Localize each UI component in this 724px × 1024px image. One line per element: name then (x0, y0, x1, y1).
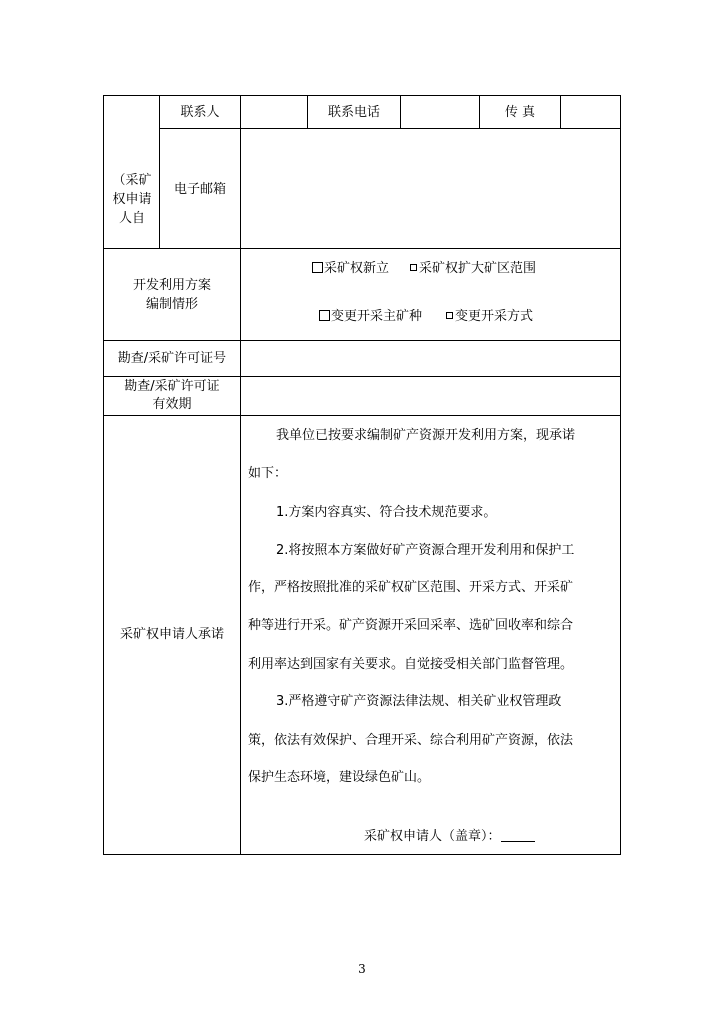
commitment-line-1: 我单位已按要求编制矿产资源开发利用方案，现承诺 (276, 428, 576, 443)
commitment-line-5: 作，严格按照批准的采矿权矿区范围、开采方式、开采矿 (248, 580, 574, 595)
commitment-line-2: 如下： (248, 466, 288, 481)
table-bottom-border (103, 854, 621, 855)
signature-label: 采矿权申请人（盖章）： (364, 829, 501, 844)
license-no-row-bottom-border (103, 376, 621, 377)
contact-row-bottom-border (159, 128, 621, 129)
checkbox-change-mineral[interactable] (319, 310, 330, 321)
signature-blank[interactable] (501, 829, 535, 842)
commitment-line-3: 1.方案内容真实、符合技术规范要求。 (276, 505, 497, 520)
table-right-border (620, 95, 621, 855)
page-number: 3 (358, 962, 366, 976)
option-change-method[interactable]: 变更开采方式 (446, 309, 533, 325)
signature-line (364, 829, 535, 845)
commitment-line-7: 利用率达到国家有关要求。自觉接受相关部门监督管理。 (248, 657, 574, 672)
commitment-line-8: 3.严格遵守矿产资源法律法规、相关矿业权管理政 (276, 694, 562, 709)
table-left-border (103, 95, 104, 855)
phone-label-divider (400, 95, 401, 129)
commitment-line-9: 策，依法有效保护、合理开采、综合利用矿产资源，依法 (248, 733, 574, 748)
commitment-line-6: 种等进行开采。矿产资源开采回采率、选矿回收率和综合 (248, 618, 574, 633)
checkbox-new-mining-right[interactable] (312, 262, 323, 273)
license-no-label: 勘查/采矿许可证号 (117, 351, 227, 366)
option-expand-area[interactable]: 采矿权扩大矿区范围 (410, 261, 536, 277)
checkbox-expand-area[interactable] (410, 264, 417, 271)
checkbox-change-method[interactable] (446, 312, 453, 319)
table-top-border (103, 95, 621, 96)
email-row-bottom-border (103, 248, 621, 249)
contact-person-label: 联系人 (180, 105, 220, 120)
phone-label: 联系电话 (327, 105, 380, 120)
applicant-side-label: （采矿权申请人自 (112, 173, 152, 226)
plan-row-bottom-border (103, 340, 621, 341)
commitment-line-10: 保护生态环境，建设绿色矿山。 (248, 770, 431, 785)
option-new-mining-right[interactable]: 采矿权新立 (312, 261, 389, 277)
option-change-mineral[interactable]: 变更开采主矿种 (319, 309, 422, 325)
license-valid-label-line2: 有效期 (152, 397, 192, 412)
label-column-divider (240, 95, 241, 855)
license-valid-label-line1: 勘查/采矿许可证 (124, 379, 220, 394)
email-label: 电子邮箱 (173, 182, 226, 197)
fax-label-divider (560, 95, 561, 129)
fax-label: 传 真 (504, 105, 536, 120)
plan-label-line1: 开发利用方案 (132, 278, 211, 293)
license-valid-row-bottom-border (103, 415, 621, 416)
commitment-label: 采矿权申请人承诺 (119, 627, 224, 642)
commitment-line-4: 2.将按照本方案做好矿产资源合理开发利用和保护工 (276, 543, 575, 558)
plan-label-line2: 编制情形 (145, 297, 198, 312)
